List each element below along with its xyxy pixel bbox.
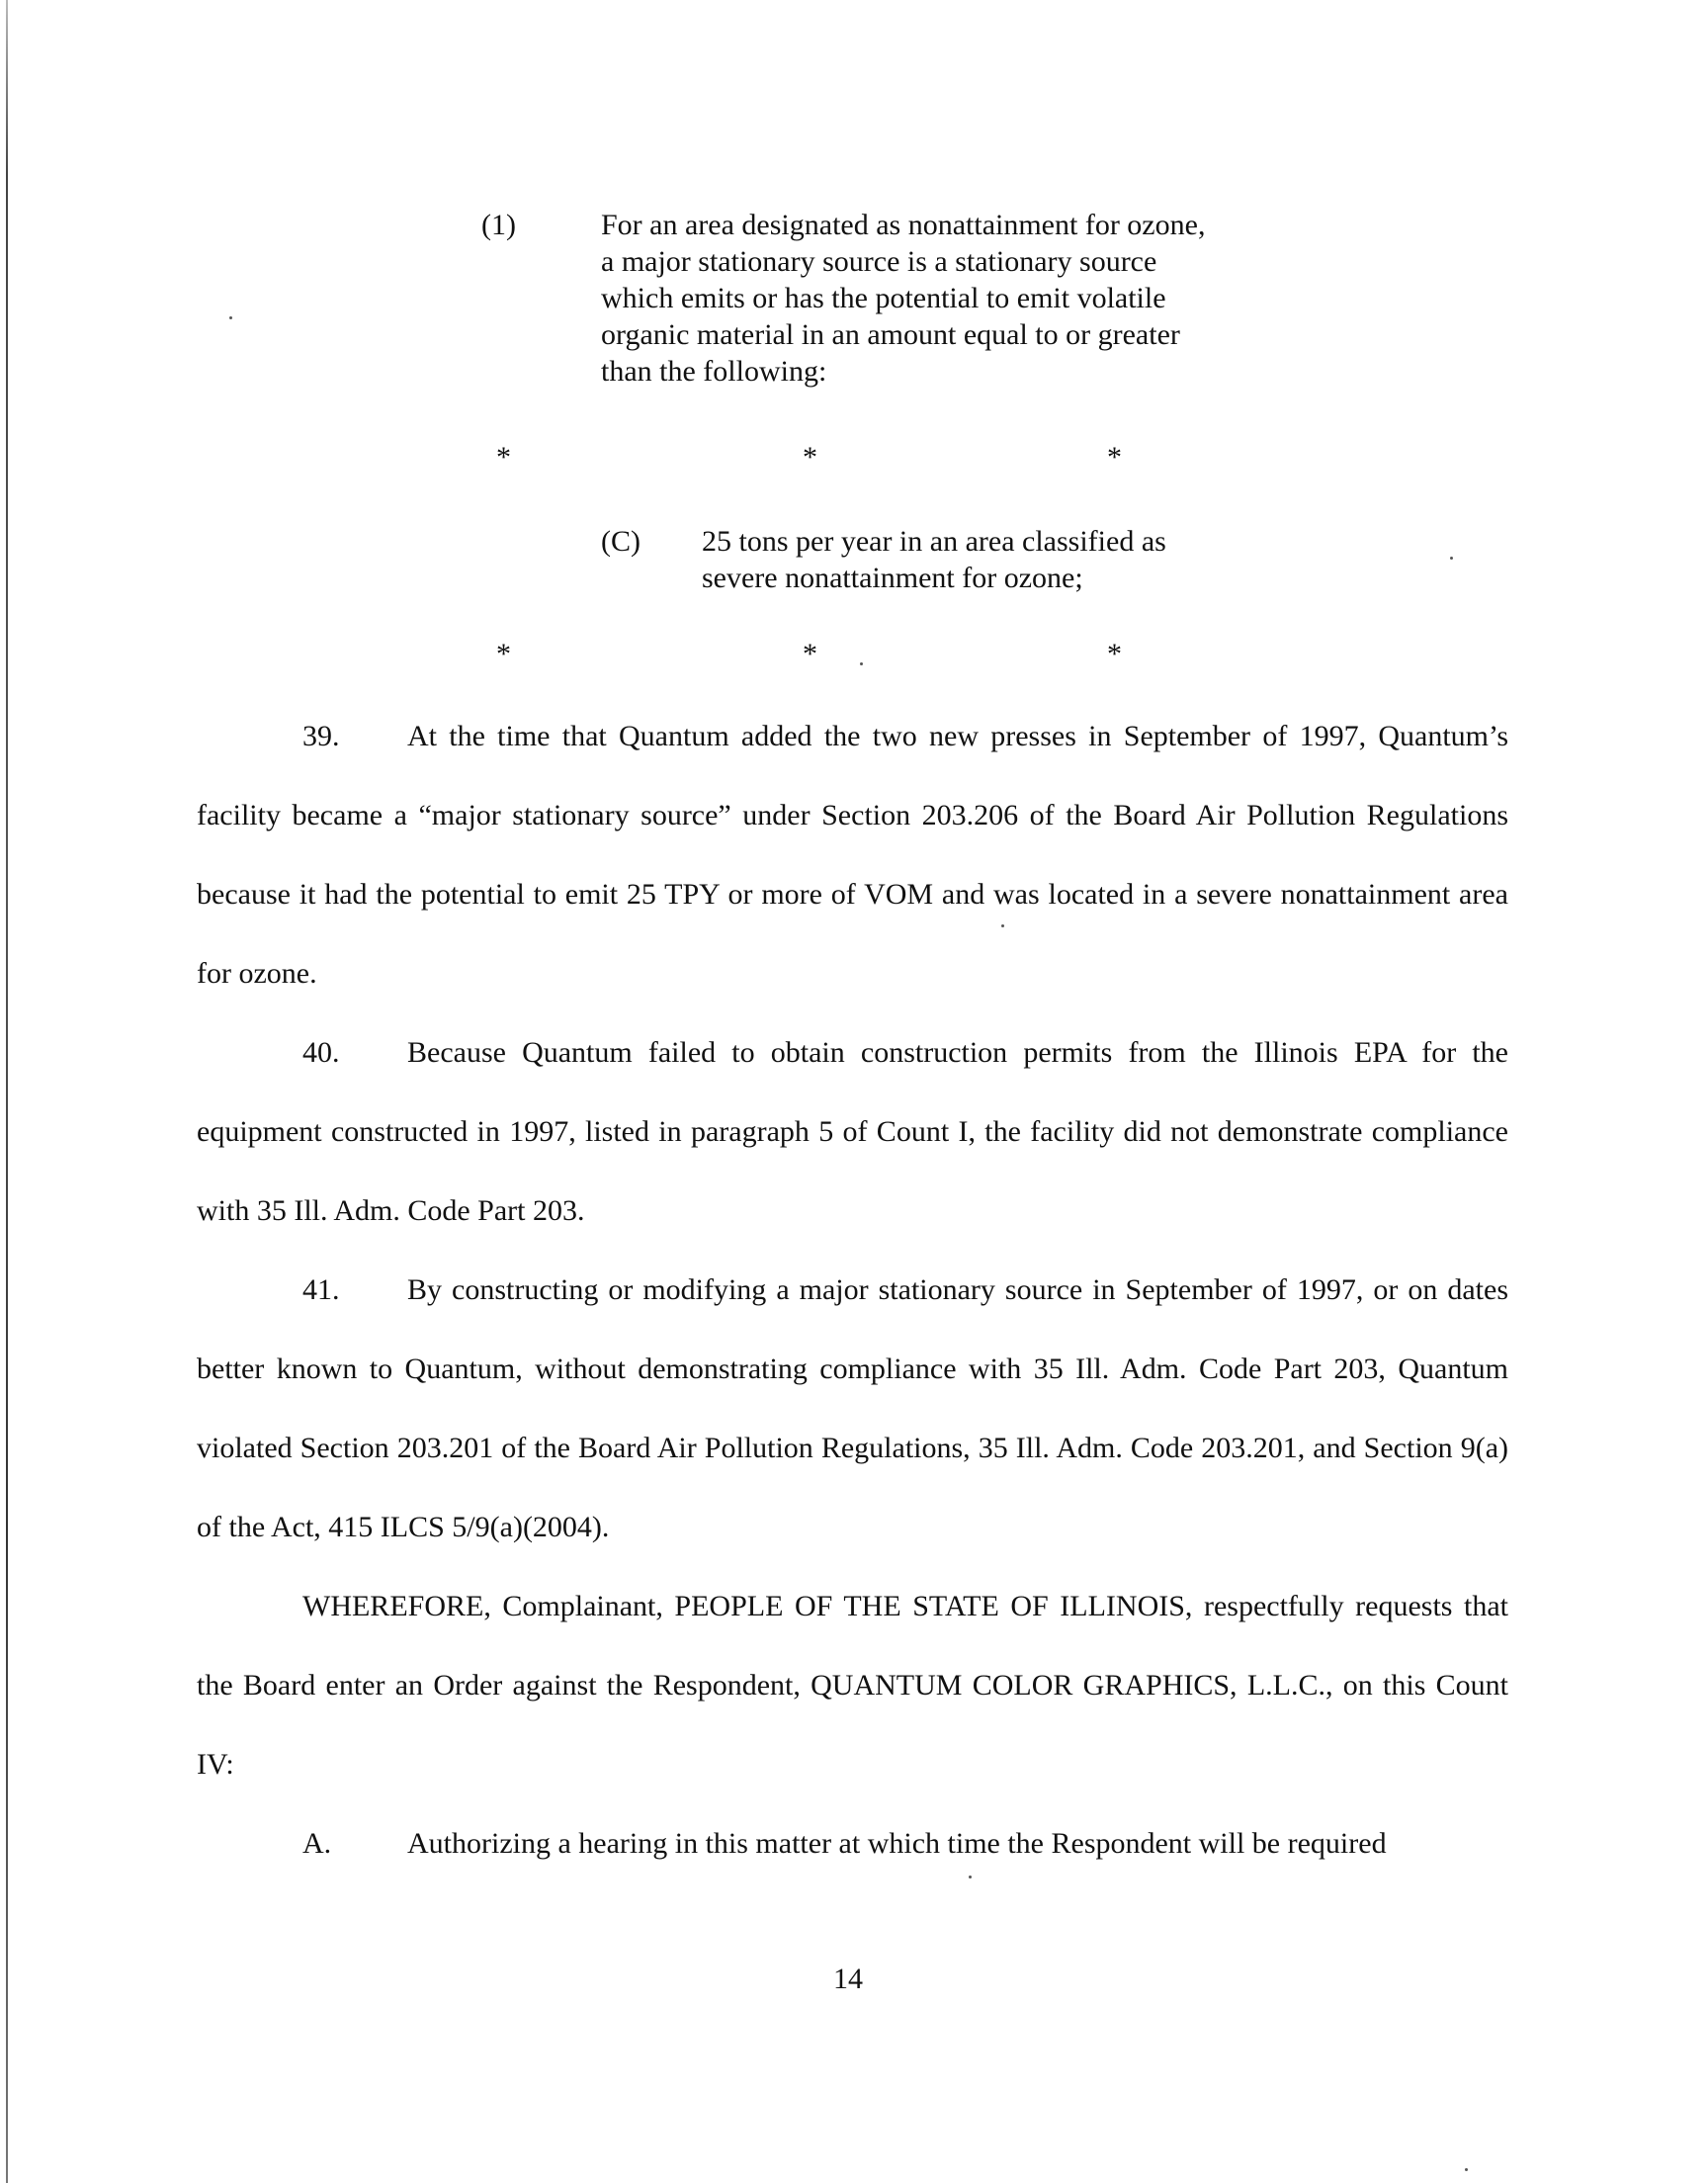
asterisk: * [803, 638, 817, 670]
item-c-label: (C) [601, 525, 640, 558]
paragraph-40-text: Because Quantum failed to obtain construction permits from the Illinois EPA for the equipment constructed in 1997, listed in paragraph 5 of Count I, the facility did not demonstrate compliance with 35 Ill. Adm. Code Part 203. [197, 1036, 1508, 1227]
asterisk: * [496, 638, 511, 670]
item-1-text: For an area designated as nonattainment for ozone, a major stationary source is a stationary source which emits or has the potential to emit volatile organic material in an amount equal to or greater than the following: [601, 209, 1206, 388]
paragraph-39-number: 39. [302, 720, 340, 752]
paragraph-39-text: At the time that Quantum added the two new presses in September of 1997, Quantum’s facility became a “major stationary source” under Section 203.206 of the Board Air Pollution Regulations because it had the potential to emit 25 TPY or more of VOM and was located in a severe nonattainment area for ozone. [197, 720, 1508, 990]
scan-speck [860, 662, 863, 665]
item-1-label: (1) [481, 209, 516, 241]
scan-edge-line [6, 0, 8, 2183]
item-c-text: 25 tons per year in an area classified as severe nonattainment for ozone; [702, 525, 1166, 594]
asterisk: * [803, 441, 817, 474]
paragraph-41-text: By constructing or modifying a major stationary source in September of 1997, or on dates better known to Quantum, without demonstrating compliance with 35 Ill. Adm. Code Part 203, Quantum violated Section 203.201 of the Board Air Pollution Regulations, 35 Ill. Adm. Code 203.201, and Section 9(a) of the Act, 415 ILCS 5/9(a)(2004). [197, 1273, 1508, 1543]
scan-speck [1465, 2168, 1468, 2171]
page-number: 14 [833, 1963, 863, 1995]
asterisk: * [496, 441, 511, 474]
paragraph-41 [197, 1251, 1508, 1567]
paragraph-39 [197, 697, 1508, 1013]
paragraph-40-number: 40. [302, 1036, 340, 1069]
asterisk: * [1107, 441, 1122, 474]
paragraph-a-label: A. [302, 1827, 332, 1860]
paragraph-a-text: Authorizing a hearing in this matter at which time the Respondent will be required [407, 1827, 1387, 1860]
paragraph-41-number: 41. [302, 1273, 340, 1306]
paragraph-a [197, 1804, 1508, 1883]
wherefore-paragraph [197, 1567, 1508, 1804]
scan-speck [1001, 924, 1004, 927]
wherefore-text: WHEREFORE, Complainant, PEOPLE OF THE STATE OF ILLINOIS, respectfully requests that the Board enter an Order against the Respondent, QUANTUM COLOR GRAPHICS, L.L.C., on this Count IV: [197, 1590, 1508, 1781]
paragraph-40 [197, 1013, 1508, 1251]
scan-speck [969, 1876, 972, 1878]
asterisk: * [1107, 638, 1122, 670]
scan-speck [1450, 557, 1453, 560]
scan-speck [229, 316, 232, 319]
